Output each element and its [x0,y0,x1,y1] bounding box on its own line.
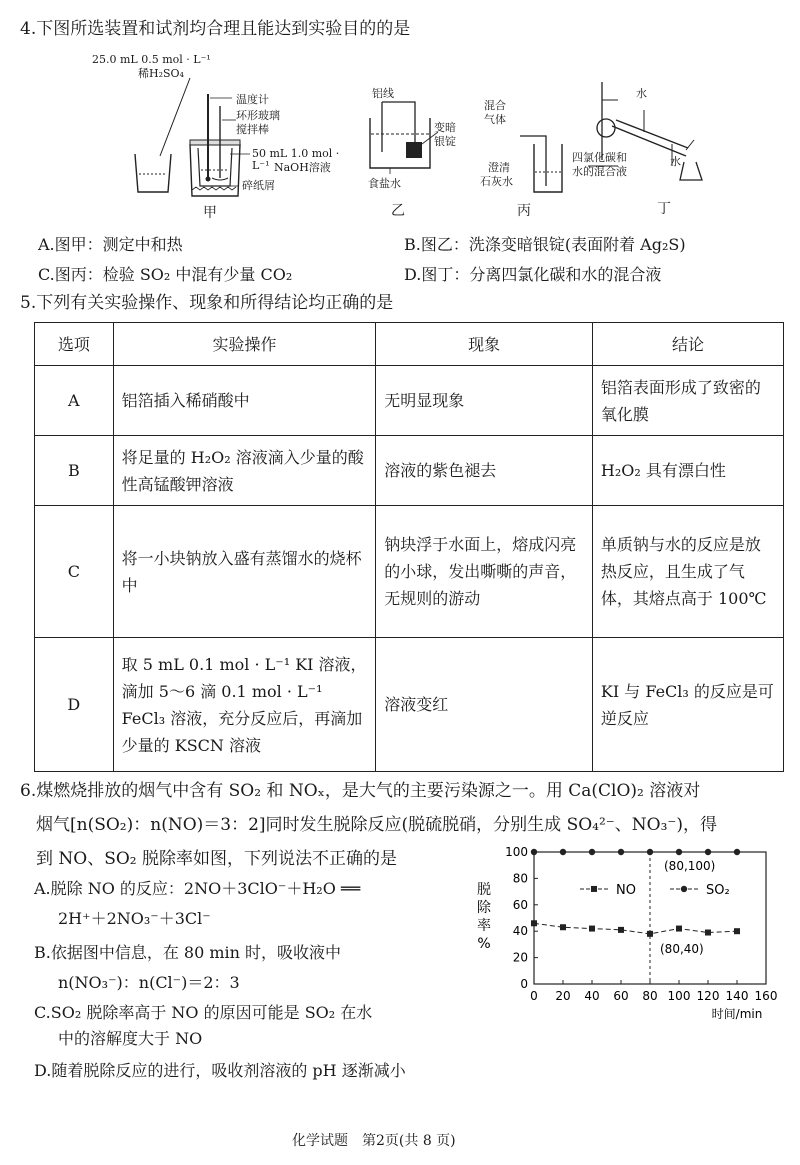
figure-bing [480,96,570,222]
row-b-operation: 将足量的 H₂O₂ 溶液滴入少量的酸性高锰酸钾溶液 [113,436,376,506]
x-tick-label: 120 [696,989,720,1003]
caption-jia: 甲 [203,205,217,221]
annotation-80-100: (80,100) [664,859,716,873]
q6-line-2: 烟气[n(SO₂)：n(NO)＝3：2]同时发生脱除反应(脱硫脱硝，分别生成 SO₄²⁻、NO₃⁻)，得 [36,815,717,835]
y-tick-label: 60 [512,897,528,912]
point-no [734,928,740,934]
point-no [531,920,537,926]
row-d-phenomenon: 溶液变红 [376,638,593,772]
label-ccl4-1: 四氯化碳和 [572,151,627,164]
row-c-phenomenon: 钠块浮于水面上，熔成闪亮的小球，发出嘶嘶的声音，无规则的游动 [376,506,593,638]
label-stirrer-2: 搅拌棒 [236,123,269,136]
label-water-out: 水 [636,87,647,100]
header-phenomenon: 现象 [376,323,593,366]
label-naoh-conc: 50 mL 1.0 mol · L⁻¹ [252,147,340,172]
table-row [35,366,784,436]
y-tick-label: 100 [505,845,528,859]
y-axis-label-char: % [477,936,491,952]
row-c-conclusion: 单质钠与水的反应是放热反应，且生成了气体，其熔点高于 100℃ [592,506,783,638]
y-axis-label-char: 除 [477,900,491,916]
label-stirrer-1: 环形玻璃 [236,109,280,122]
row-a-operation: 铝箔插入稀硝酸中 [113,366,376,436]
point-so2 [676,849,682,855]
figure-ding [572,76,728,222]
point-no [589,926,595,932]
caption-yi: 乙 [391,203,405,219]
x-tick-label: 40 [584,989,600,1003]
q6-option-b-1: B.依据图中信息，在 80 min 时，吸收液中 [34,943,342,962]
point-so2 [647,849,653,855]
table-row [35,506,784,638]
row-c-option: C [35,506,114,638]
label-coin-2: 银锭 [434,135,456,148]
row-c-operation: 将一小块钠放入盛有蒸馏水的烧杯中 [113,506,376,638]
point-so2 [531,849,537,855]
y-axis-label-char: 率 [477,918,491,934]
q6-option-d: D.随着脱除反应的进行，吸收剂溶液的 pH 逐渐减小 [34,1061,406,1080]
label-limewater-1: 澄清 [488,161,510,174]
label-mixed-1: 混合 [484,99,506,112]
x-tick-label: 20 [555,989,571,1003]
point-so2 [734,849,740,855]
header-option: 选项 [35,323,114,366]
legend-marker-no [591,886,597,892]
label-thermometer: 温度计 [236,93,269,106]
x-tick-label: 80 [642,989,658,1003]
legend-label: NO [616,882,636,898]
label-naoh: NaOH溶液 [274,161,331,174]
label-ccl4-2: 水的混合液 [572,165,627,178]
x-axis-label: 时间/min [711,1007,763,1021]
table-header-row [35,323,784,366]
label-h2so4-conc: 25.0 mL 0.5 mol · L⁻¹ [92,53,211,66]
row-a-option: A [35,366,114,436]
q6-line-3: 到 NO、SO₂ 脱除率如图，下列说法不正确的是 [36,849,398,869]
row-a-phenomenon: 无明显现象 [376,366,593,436]
header-operation: 实验操作 [113,323,376,366]
table-row [35,638,784,772]
q5-table [34,322,784,772]
point-no [618,927,624,933]
label-coin-1: 变暗 [434,121,456,134]
point-so2 [705,849,711,855]
caption-ding: 丁 [657,201,671,217]
q6-option-b-2: n(NO₃⁻)：n(Cl⁻)＝2：3 [58,973,240,992]
x-tick-label: 0 [530,989,538,1003]
q5-stem: 5.下列有关实验操作、现象和所得结论均正确的是 [20,293,394,313]
row-d-option: D [35,638,114,772]
legend-label: SO₂ [706,882,730,898]
y-axis-label-char: 脱 [477,882,491,898]
figure-jia [90,46,350,226]
y-tick-label: 40 [512,924,528,939]
caption-bing: 丙 [517,203,531,219]
legend-marker-so2 [681,886,687,892]
point-no [676,926,682,932]
point-no [560,924,566,930]
row-b-phenomenon: 溶液的紫色褪去 [376,436,593,506]
annotation-80-40: (80,40) [660,942,704,957]
chart-marks [531,849,740,956]
x-tick-label: 100 [667,989,691,1003]
q6-option-c-2: 中的溶解度大于 NO [58,1029,203,1048]
row-a-conclusion: 铝箔表面形成了致密的氧化膜 [592,366,783,436]
label-paper-scraps: 碎纸屑 [242,179,275,192]
q6-option-a-2: 2H⁺＋2NO₃⁻＋3Cl⁻ [58,909,211,928]
q4-option-b: B.图乙：洗涤变暗银锭(表面附着 Ag₂S) [404,235,686,254]
point-so2 [560,849,566,855]
point-so2 [589,849,595,855]
q6-option-c-1: C.SO₂ 脱除率高于 NO 的原因可能是 SO₂ 在水 [34,1003,373,1022]
q4-option-c: C.图丙：检验 SO₂ 中混有少量 CO₂ [38,265,293,284]
y-tick-label: 80 [512,871,528,886]
label-mixed-2: 气体 [484,113,506,126]
point-no [647,931,653,937]
page-footer: 化学试题 第2页(共 8 页) [292,1133,456,1149]
label-al-wire: 铝线 [372,87,394,100]
removal-rate-chart [466,838,786,1034]
x-tick-label: 160 [754,989,778,1003]
q6-line-1: 6.煤燃烧排放的烟气中含有 SO₂ 和 NOₓ，是大气的主要污染源之一。用 Ca(ClO)₂ 溶液对 [20,781,701,801]
x-tick-label: 60 [613,989,629,1003]
header-conclusion: 结论 [592,323,783,366]
q4-option-a: A.图甲：测定中和热 [38,235,183,254]
figure-yi [360,82,470,222]
y-tick-label: 20 [512,950,528,965]
label-h2so4: 稀H₂SO₄ [138,67,184,80]
y-tick-label: 0 [520,977,528,991]
row-b-conclusion: H₂O₂ 具有漂白性 [592,436,783,506]
label-water-in: 水 [670,155,681,168]
apparatus-jia [90,46,350,226]
row-d-operation: 取 5 mL 0.1 mol · L⁻¹ KI 溶液，滴加 5～6 滴 0.1 mol · L⁻¹ FeCl₃ 溶液，充分反应后，再滴加少量的 KSCN 溶液 [113,638,376,772]
x-tick-label: 140 [725,989,749,1003]
label-limewater-2: 石灰水 [480,175,513,188]
q4-option-d: D.图丁：分离四氯化碳和水的混合液 [404,265,662,284]
row-d-conclusion: KI 与 FeCl₃ 的反应是可逆反应 [592,638,783,772]
chart-axes [477,845,777,1021]
label-salt-water: 食盐水 [368,177,401,190]
table-row [35,436,784,506]
point-no [705,930,711,936]
q4-stem: 4.下图所选装置和试剂均合理且能达到实验目的的是 [20,19,411,39]
q6-option-a-1: A.脱除 NO 的反应：2NO＋3ClO⁻＋H₂O ══ [34,879,361,898]
point-so2 [618,849,624,855]
row-b-option: B [35,436,114,506]
